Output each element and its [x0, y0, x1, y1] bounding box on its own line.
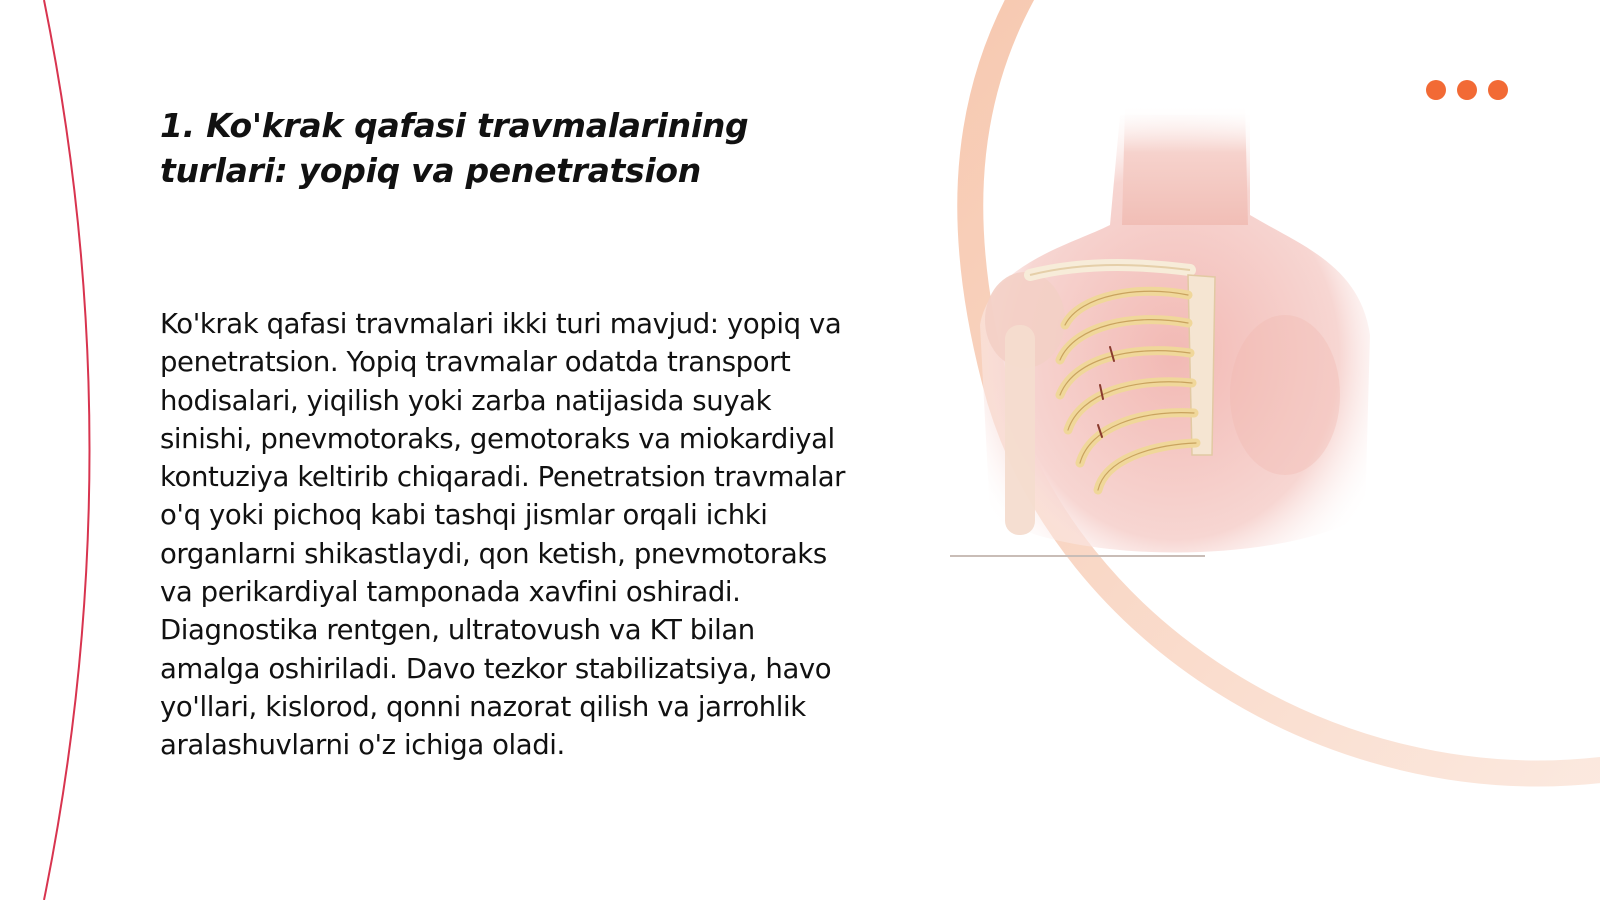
slide-body-text: Ko'krak qafasi travmalari ikki turi mavjud: yopiq va penetratsion. Yopiq travmalar odatda transport hodisalari, yiqilish yoki zarba natijasida suyak sinishi, pnevmotoraks, gemotoraks va miokardiyal kontuziya keltirib chiqaradi. Penetratsion travmalar o'q yoki pichoq kabi tashqi jismlar orqali ichki organlarni shikastlaydi, qon ketish, pnevmotoraks va perikardiyal tamponada xavfini oshiradi. Diagnostika rentgen, ultratovush va KT bilan amalga oshiriladi. Davo tezkor stabilizatsiya, havo yo'llari, kislorod, qonni nazorat qilish va jarrohlik aralashuvlarni o'z ichiga oladi.	[160, 308, 846, 762]
dot-1	[1426, 80, 1446, 100]
more-dots-icon	[1426, 80, 1508, 100]
chest-anatomy-illustration	[950, 95, 1400, 575]
slide-title: 1. Ko'krak qafasi travmalarining turlari: yopiq va penetratsion	[160, 106, 749, 190]
dot-3	[1488, 80, 1508, 100]
dot-2	[1457, 80, 1477, 100]
